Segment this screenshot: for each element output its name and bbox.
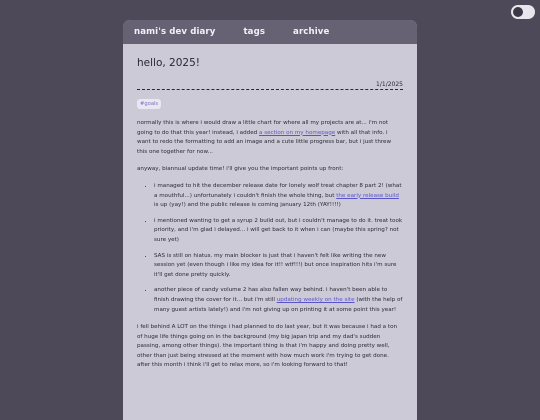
- post-title: hello, 2025!: [137, 57, 200, 69]
- paragraph-intro: normally this is where i would draw a little chart for where all my projects are at... i'm not going to do that this year! instead, i added a section on my homepage with all that info. i want to redo the formatting to add an image and a cute little progress bar, but i just threw this one together for now...: [137, 120, 392, 155]
- weekly-updates-link[interactable]: updating weekly on the site: [276, 296, 355, 303]
- early-release-link[interactable]: the early release build: [336, 192, 399, 199]
- list-item: • SAS is still on hiatus. my main blocker is just that i haven't felt like writing the new session yet (even though i like my idea for it!! wtf!!!) but once inspiration hits i'm sure it'll get done pretty quickly.: [154, 252, 403, 281]
- nav-home-link[interactable]: nami's dev diary: [134, 27, 216, 37]
- nav-tags-link[interactable]: tags: [243, 27, 266, 37]
- nav-archive-link[interactable]: archive: [293, 27, 330, 37]
- list-item: • another piece of candy volume 2 has also fallen way behind. i haven't been able to finish drawing the cover for it... but i'm still updating weekly on the site (with the help of many guest artists lately!) and i'm not giving up on printing it at some point this year!: [154, 286, 403, 315]
- list-item: • i mentioned wanting to get a syrup 2 build out, but i couldn't manage to do it. treat took priority, and i'm glad i delayed... i will get back to it when i can (maybe this spring? not sure yet): [154, 217, 403, 246]
- update-list: [137, 182, 403, 315]
- top-nav: [123, 20, 417, 44]
- post-content: [123, 44, 417, 371]
- toggle-knob: [513, 7, 523, 17]
- tag-goals[interactable]: #goals: [137, 99, 161, 109]
- post-date: 1/1/2025: [137, 81, 403, 90]
- list-item: • i managed to hit the december release date for lonely wolf treat chapter 8 part 2! (what a mouthful...) unfortunately i couldn't finish the whole thing, but the early release build is up (yay!) and the public release is coming january 12th (YAY!!!!): [154, 182, 403, 211]
- diary-card: [123, 20, 417, 420]
- theme-toggle[interactable]: [511, 5, 535, 19]
- paragraph-update: anyway, biannual update time! i'll give you the important points up front:: [137, 166, 344, 173]
- homepage-section-link[interactable]: a section on my homepage: [258, 129, 336, 136]
- paragraph-closing: i fell behind A LOT on the things i had planned to do last year, but it was because i had a ton of huge life things going on in the background (my big japan trip and my dad's sudden passing, among other things). the important thing is that i'm happy and doing pretty well, other than just being stressed at the moment with how much work i'm trying to get done. after this month i think i'll get to relax more, so i'm looking forward to that!: [137, 324, 398, 369]
